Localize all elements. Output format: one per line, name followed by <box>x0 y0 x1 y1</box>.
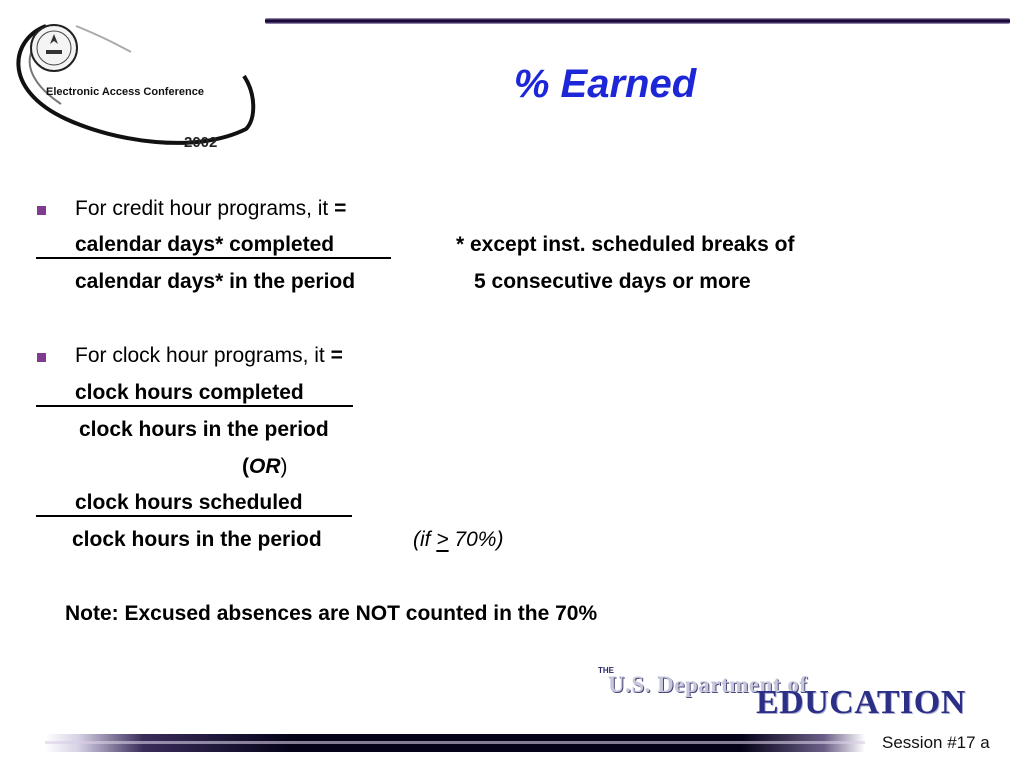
slide-title: % Earned <box>513 62 697 106</box>
bullet-credit-lead: For credit hour programs, it <box>75 197 329 220</box>
bullet-clock-hour <box>75 344 343 368</box>
clock-numerator-2: clock hours scheduled <box>75 491 303 514</box>
ed-logo-dept: U.S. Department of <box>608 672 808 697</box>
note-text: Note: Excused absences are NOT counted in the 70% <box>65 602 598 625</box>
bullet-square-icon <box>37 206 46 215</box>
bullet-square-icon <box>37 353 46 362</box>
clock-denominator-1: clock hours in the period <box>79 418 329 441</box>
session-number: Session #17 a <box>882 733 990 752</box>
fraction-rule <box>36 515 352 517</box>
logo-year: 2002 <box>184 134 218 151</box>
bottom-rule <box>45 734 865 752</box>
fraction-rule <box>36 257 391 259</box>
condition-close: 70%) <box>448 528 504 551</box>
top-rule <box>265 18 1010 24</box>
credit-denominator: calendar days* in the period <box>75 270 356 293</box>
condition-symbol: > <box>436 528 449 551</box>
fraction-rule <box>36 405 353 407</box>
logo-text: Electronic Access Conference <box>46 86 204 98</box>
clock-denominator-2: clock hours in the period <box>72 528 322 551</box>
or-text: OR <box>249 455 281 478</box>
bullet-credit-hour <box>75 197 346 221</box>
or-separator <box>242 455 288 479</box>
or-close-paren: ) <box>280 455 288 478</box>
clock-numerator-1: clock hours completed <box>75 381 304 404</box>
credit-numerator: calendar days* completed <box>75 233 335 256</box>
condition-open: (if <box>413 528 437 551</box>
credit-footnote-line2: 5 consecutive days or more <box>474 270 751 293</box>
or-open-paren: ( <box>242 455 249 478</box>
attendance-condition <box>413 528 503 552</box>
ed-logo-education: EDUCATION <box>756 684 966 721</box>
bullet-clock-lead: For clock hour programs, it <box>75 344 325 367</box>
bullet-credit-eq: = <box>334 197 347 220</box>
bullet-clock-eq: = <box>330 344 343 367</box>
ed-logo-the: THE <box>598 666 614 675</box>
credit-footnote-line1: * except inst. scheduled breaks of <box>456 233 795 256</box>
